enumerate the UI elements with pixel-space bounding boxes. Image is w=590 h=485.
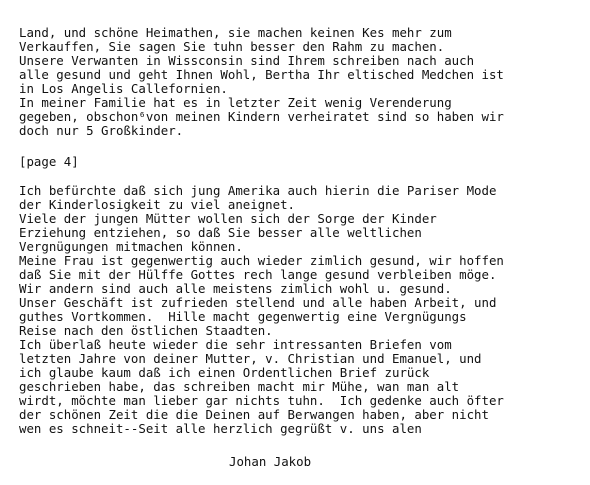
- text-line: Wir andern sind auch alle meistens zimlich wohl u. gesund.: [19, 281, 452, 296]
- text-line: Ich überlaß heute wieder die sehr intressanten Briefen vom: [19, 337, 452, 352]
- text-line: daß Sie mit der Hülffe Gottes rech lange gesund verbleiben möge.: [19, 267, 497, 282]
- text-line: Vergnügungen mitmachen können.: [19, 239, 243, 254]
- text-line: Meine Frau ist gegenwertig auch wieder zimlich gesund, wir hoffen: [19, 253, 504, 268]
- text-line: der schönen Zeit die die Deinen auf Berwangen haben, aber nicht: [19, 407, 489, 422]
- text-line: Ich befürchte daß sich jung Amerika auch hierin die Pariser Mode: [19, 183, 497, 198]
- text-line: In meiner Familie hat es in letzter Zeit wenig Verenderung: [19, 95, 452, 110]
- text-line: ich glaube kaum daß ich einen Ordentlichen Brief zurück: [19, 365, 430, 380]
- text-line: Unser Geschäft ist zufrieden stellend und alle haben Arbeit, und: [19, 295, 497, 310]
- text-line: guthes Vortkommen. Hille macht gegenwertig eine Vergnügungs: [19, 309, 467, 324]
- text-line: in Los Angelis Callefornien.: [19, 81, 228, 96]
- text-line: geschrieben habe, das schreiben macht mir Mühe, wan man alt: [19, 379, 460, 394]
- text-line: Reise nach den östlichen Staadten.: [19, 323, 273, 338]
- signature: Johan Jakob: [229, 454, 312, 469]
- text-line: gegeben, obschon⁶von meinen Kindern verheiratet sind so haben wir: [19, 109, 504, 124]
- text-line: Land, und schöne Heimathen, sie machen keinen Kes mehr zum: [19, 25, 452, 40]
- page-marker: [page 4]: [19, 154, 79, 169]
- text-line: der Kinderlosigkeit zu viel aneignet.: [19, 197, 296, 212]
- text-line: Erziehung entziehen, so daß Sie besser alle weltlichen: [19, 225, 422, 240]
- text-line: Unsere Verwanten in Wissconsin sind Ihrem schreiben nach auch: [19, 53, 475, 68]
- text-line: Verkauffen, Sie sagen Sie tuhn besser den Rahm zu machen.: [19, 39, 445, 54]
- text-line: letzten Jahre von deiner Mutter, v. Christian und Emanuel, und: [19, 351, 482, 366]
- text-line: wen es schneit--Seit alle herzlich gegrüßt v. uns alen: [19, 421, 422, 436]
- text-line: Viele der jungen Mütter wollen sich der Sorge der Kinder: [19, 211, 437, 226]
- text-line: wirdt, möchte man lieber gar nichts tuhn. Ich gedenke auch öfter: [19, 393, 504, 408]
- text-line: doch nur 5 Großkinder.: [19, 123, 184, 138]
- text-line: alle gesund und geht Ihnen Wohl, Bertha Ihr eltisched Medchen ist: [19, 67, 504, 82]
